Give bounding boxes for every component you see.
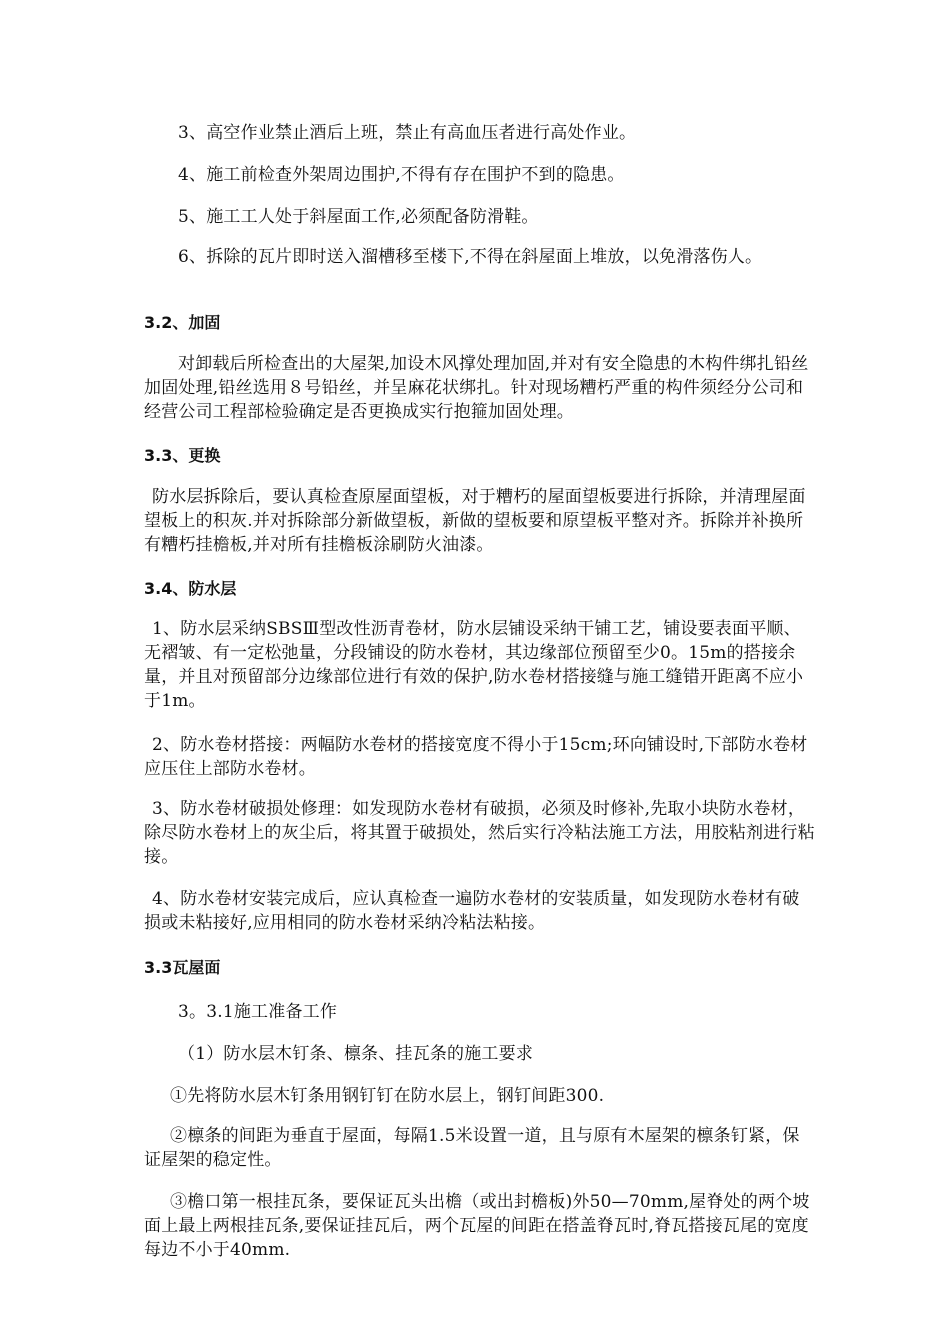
- subheading-preparation: 3。3.1施工准备工作: [178, 1002, 338, 1022]
- paragraph-waterproof-4: 4、防水卷材安装完成后，应认真检查一遍防水卷材的安装质量，如发现防水卷材有破损或未粘接好,应用相同的防水卷材采纳冷粘法粘接。: [144, 889, 800, 933]
- paragraph-waterproof-3: 3、防水卷材破损处修理：如发现防水卷材有破损，必须及时修补,先取小块防水卷材，除尽防水卷材上的灰尘后，将其置于破损处，然后实行冷粘法施工方法，用胶粘剂进行粘接。: [144, 799, 815, 867]
- item-circled-3: ③檐口第一根挂瓦条，要保证瓦头出檐（或出封檐板)外50—70mm,屋脊处的两个坡面上最上两根挂瓦条,要保证挂瓦后，两个瓦屋的间距在搭盖脊瓦时,脊瓦搭接瓦尾的宽度每边不小于40mm.: [144, 1192, 810, 1260]
- item-requirements-1: （1）防水层木钉条、檩条、挂瓦条的施工要求: [178, 1044, 534, 1064]
- paragraph-item-4: 4、施工前检查外架周边围护,不得有存在围护不到的隐患。: [178, 165, 625, 185]
- item-circled-1: ①先将防水层木钉条用钢钉钉在防水层上，钢钉间距300.: [170, 1086, 605, 1106]
- section-heading-3-4: 3.4、防水层: [144, 579, 237, 598]
- section-heading-3-2: 3.2、加固: [144, 313, 221, 332]
- paragraph-replacement: 防水层拆除后，要认真检查原屋面望板，对于糟朽的屋面望板要进行拆除，并清理屋面望板上的积灰.并对拆除部分新做望板，新做的望板要和原望板平整对齐。拆除并补换所有糟朽挂檐板,并对所有挂檐板涂刷防火油漆。: [144, 487, 806, 555]
- paragraph-waterproof-1: 1、防水层采纳SBSⅢ型改性沥青卷材，防水层铺设采纳干铺工艺，铺设要表面平顺、无褶皱、有一定松弛量，分段铺设的防水卷材，其边缘部位预留至少0。15m的搭接余量，并且对预留部分边缘部位进行有效的保护,防水卷材搭接缝与施工缝错开距离不应小于1m。: [144, 619, 804, 711]
- paragraph-item-3: 3、高空作业禁止酒后上班，禁止有高血压者进行高处作业。: [178, 123, 637, 143]
- paragraph-item-5: 5、施工工人处于斜屋面工作,必须配备防滑鞋。: [178, 207, 539, 227]
- paragraph-item-6: 6、拆除的瓦片即时送入溜槽移至楼下,不得在斜屋面上堆放，以免滑落伤人。: [178, 247, 763, 267]
- item-circled-2: ②檩条的间距为垂直于屋面，每隔1.5米设置一道，且与原有木屋架的檩条钉紧，保证屋架的稳定性。: [144, 1126, 800, 1170]
- section-heading-tile-roof: 3.3瓦屋面: [144, 958, 221, 977]
- paragraph-reinforcement: 对卸载后所检查出的大屋架,加设木风撑处理加固,并对有安全隐患的木构件绑扎铅丝加固处理,铅丝选用８号铅丝，并呈麻花状绑扎。针对现场糟朽严重的构件须经分公司和经营公司工程部检验确定是否更换成实行抱箍加固处理。: [144, 354, 809, 422]
- paragraph-waterproof-2: 2、防水卷材搭接：两幅防水卷材的搭接宽度不得小于15cm;环向铺设时,下部防水卷材应压住上部防水卷材。: [144, 735, 808, 779]
- section-heading-3-3: 3.3、更换: [144, 446, 221, 465]
